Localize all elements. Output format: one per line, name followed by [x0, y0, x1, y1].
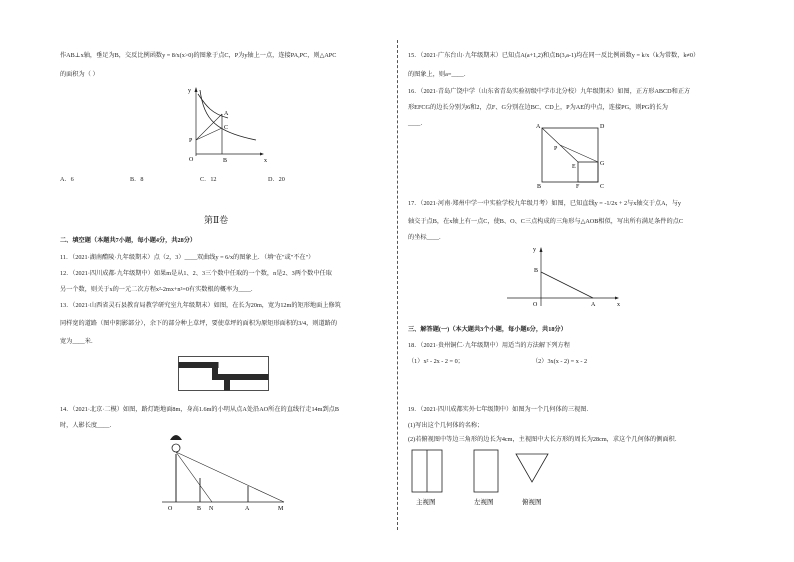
lamp-shade — [170, 435, 182, 440]
three-views-figure — [408, 448, 588, 508]
square-d-label: D — [600, 124, 605, 130]
squares-figure — [534, 120, 610, 190]
square-c-label: C — [600, 184, 605, 190]
q14-text-line1: 14．（2021·北京·二模）如图，路灯距地面8m，身高1.6m的小明从点A处沿AO所在的直线行走14m到点B — [60, 406, 339, 413]
graph3-origin-label: O — [533, 302, 538, 308]
square-g-label: G — [600, 161, 605, 167]
q16-text-line2: 形EFCG的边长分别为6和2，点F、G分别在边BC、CD上，P为AE的中点，连接PG，则PG的长为 — [408, 104, 668, 111]
segment-pg — [560, 145, 598, 162]
graph2-n-label: N — [209, 506, 214, 512]
line-ab — [541, 272, 593, 298]
q18-equation-1: （1）x² - 2x - 2 = 0； — [408, 358, 464, 365]
rect-ground — [179, 357, 269, 391]
lamp-bulb — [172, 444, 180, 452]
graph2-o-label: O — [168, 506, 173, 512]
graph3-a-label: A — [591, 302, 596, 308]
q10-option-d: D．20 — [268, 176, 285, 183]
graph1-b-label: B — [223, 158, 228, 164]
side-view-label: 左视图 — [474, 499, 494, 506]
answer-section-heading: 三、解答题(一)（本大题共3个小题，每小题6分，共18分） — [408, 326, 567, 333]
q10-text-line2: 的面积为（ ） — [60, 71, 99, 78]
q13-text-line3: 宽为____米． — [60, 338, 98, 345]
fill-blank-section-heading: 二、填空题（本题共7小题，每小题4分，共28分） — [60, 237, 197, 244]
graph1-x-label: x — [264, 158, 267, 164]
graph2-a-label: A — [245, 506, 250, 512]
side-view-rect — [474, 450, 498, 492]
q17-text-line2: 轴交于点B，在x轴上有一点C，使B、O、C三点构成的三角形与△AOB相似，写出所有满足条件的点C — [408, 218, 683, 225]
q17-text-line3: 的坐标____． — [408, 234, 446, 241]
q19-text-line3: (2)若俯视图中等边三角形的边长为4cm，主视图中大长方形的周长为28cm，求这个几何体的侧面积． — [408, 436, 681, 443]
part-two-title: 第Ⅱ卷 — [204, 215, 229, 225]
q13-text-line2: 同样宽的道路（图中阴影部分），余下的部分种上草坪，要使草坪的面积为原矩形面积的3/4，则道路的 — [60, 320, 338, 327]
q10-option-b: B．8 — [130, 176, 144, 183]
graph2-b-label: B — [197, 506, 202, 512]
graph2-m-label: M — [278, 506, 284, 512]
square-e-label: E — [572, 164, 576, 170]
q16-text-line1: 16．（2021·青岛广饶中学（山东省青岛实验初级中学市北分校）九年级期末）如图，正方形ABCD和正方 — [408, 88, 691, 95]
road-segment-3 — [212, 374, 269, 380]
line-graph-figure — [505, 244, 623, 310]
q16-text-line3: ____． — [408, 120, 427, 127]
q10-option-c: C．12 — [200, 176, 217, 183]
graph1-origin-label: O — [189, 157, 194, 163]
q12-text-line1: 12．（2021·四川成都·九年级期中）如果m是从1、2、3三个数中任取的一个数，n是2、3两个数中任取 — [60, 270, 332, 277]
square-a-label: A — [536, 124, 541, 130]
q10-option-a: A．6 — [60, 176, 74, 183]
square-p-label: P — [554, 146, 558, 152]
q18-text: 18．（2021·贵州铜仁·九年级期中）用适当的方法解下列方程 — [408, 342, 570, 349]
graph1-c-label: C — [224, 125, 229, 131]
graph1-p-label: P — [189, 138, 193, 144]
q14-text-line2: 时，人影长度____． — [60, 422, 116, 429]
q19-text-line2: (1)写出这个几何体的名称； — [408, 422, 484, 429]
q18-equation-2: （2）3x(x - 2) = x - 2 — [532, 358, 588, 365]
graph3-x-label: x — [617, 302, 620, 308]
column-divider — [397, 40, 398, 530]
light-ray-2 — [176, 452, 212, 502]
top-view-label: 俯视图 — [522, 499, 542, 506]
graph3-y-label: y — [533, 247, 536, 253]
square-efcg — [578, 162, 598, 182]
graph1-a-label: A — [224, 111, 229, 117]
q12-text-line2: 另一个数，则关于x的一元二次方程x²-2mx+n²=0有实数根的概率为____． — [60, 286, 257, 293]
road-segment-4 — [224, 374, 230, 391]
segment-pa — [196, 114, 222, 140]
graph1-y-label: y — [188, 88, 191, 94]
front-view-label: 主视图 — [416, 499, 436, 506]
segment-pc — [196, 128, 222, 140]
square-f-label: F — [576, 184, 580, 190]
q15-text-line2: 的图象上，则a=____． — [408, 71, 470, 78]
q17-text-line1: 17．（2021·河南·郑州中学一中实验学校九年级月考）如图，已知直线y = -1/2x + 2与x轴交于点A，与y — [408, 200, 682, 207]
graph3-b-label: B — [534, 268, 539, 274]
hyperbola-figure — [178, 84, 270, 164]
q13-text-line1: 13．（2021·山西省灵石县教育局教学研究室九年级期末）如图，在长为20m，宽为12m的矩形地面上修筑 — [60, 302, 341, 309]
q10-text-line1: 作AB⊥x轴，垂足为B，交反比例函数y = 8/x(x>0)的图象于点C，P为y轴上一点，连接PA,PC，则△APC — [60, 52, 337, 59]
q19-text-line1: 19．（2021·四川成都实外七年级期中）如图为一个几何体的三视图． — [408, 406, 593, 413]
light-ray-1 — [176, 452, 284, 502]
top-view-triangle — [516, 454, 548, 482]
q15-text-line1: 15．（2021·广东台山·九年级期末）已知点A(a+1,2)和点B(3,a-1)均在同一反比例函数y = k/x（k为常数，k≠0） — [408, 52, 700, 59]
lamp-figure — [160, 428, 290, 512]
road-figure — [178, 356, 270, 392]
q11-text: 11．（2021·湖南醴陵·九年级期末）点（2，3）____双曲线y = 6/x的图象上．（填"在"或"不在"） — [60, 254, 315, 261]
square-b-label: B — [537, 184, 542, 190]
